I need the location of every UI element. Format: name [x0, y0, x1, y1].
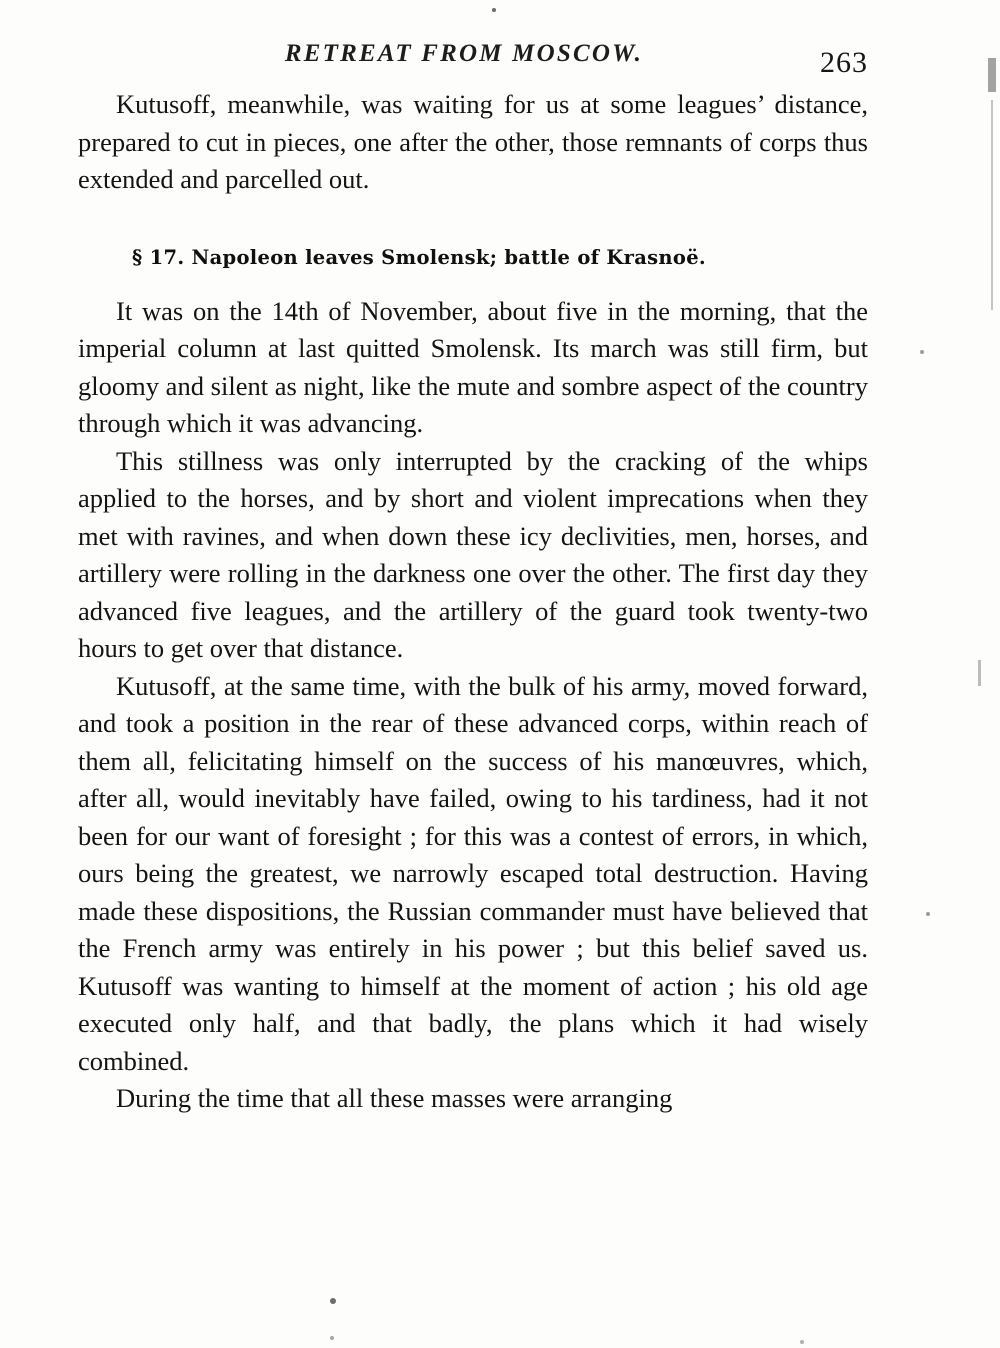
scan-speckle-top [492, 8, 496, 12]
scan-speckle-bottom-low [330, 1336, 334, 1340]
section-heading: § 17. Napoleon leaves Smolensk; battle of Krasnoë. [132, 245, 707, 269]
paragraph-text: Kutusoff, at the same time, with the bulk of his army, moved forward, and took a position in the rear of these advanced corps, within reach of them all, felicitating himself on the success of his manœuvres, which, after all, would inevitably have failed, owing to his tardiness, had it not been for our want of foresight ; for this was a contest of errors, in which, ours being the greatest, we narrowly escaped total destruction. Having made these dispositions, the Russian commander must have believed that the French army was entirely in his power ; but this belief saved us. Kutusoff was wanting to himself at the moment of action ; his old age executed only half, and that badly, the plans which it had wisely combined. [78, 670, 868, 1076]
paragraph-1 [78, 293, 868, 443]
page-edge-artifact-top [988, 58, 996, 92]
paragraph-4 [78, 1080, 868, 1118]
paragraph-3 [78, 668, 868, 1081]
running-head [78, 40, 868, 86]
page-edge-artifact-mid [991, 100, 993, 310]
paragraph-text: Kutusoff, meanwhile, was waiting for us at some leagues’ distance, prepared to cut in pieces, one after the other, those remnants of corps thus extended and parcelled out. [78, 89, 868, 194]
running-head-title: RETREAT FROM MOSCOW. [284, 40, 644, 67]
scan-speckle-bottom [330, 1298, 336, 1304]
scan-speckle-bottom-right [800, 1340, 804, 1344]
page-number: 263 [820, 46, 868, 79]
paragraph-text: It was on the 14th of November, about five in the morning, that the imperial column at last quitted Smolensk. Its march was still firm, but gloomy and silent as night, like the mute and sombre aspect of the country through which it was advancing. [78, 295, 868, 438]
body-text [78, 293, 868, 1118]
scan-speckle-right-lower [926, 912, 930, 916]
paragraph-text: This stillness was only interrupted by the cracking of the whips applied to the horses, and by short and violent imprecations when they met with ravines, and when down these icy declivities, men, horses, and artillery were rolling in the darkness one over the other. The first day they advanced five leagues, and the artillery of the guard took twenty-two hours to get over that distance. [78, 445, 868, 663]
paragraph-opening [78, 86, 868, 199]
paragraph-2 [78, 443, 868, 668]
paragraph-text: During the time that all these masses were arranging [116, 1083, 673, 1113]
page-edge-artifact-lower [978, 660, 981, 686]
scan-speckle-right [920, 350, 924, 354]
page-content [78, 40, 868, 1118]
